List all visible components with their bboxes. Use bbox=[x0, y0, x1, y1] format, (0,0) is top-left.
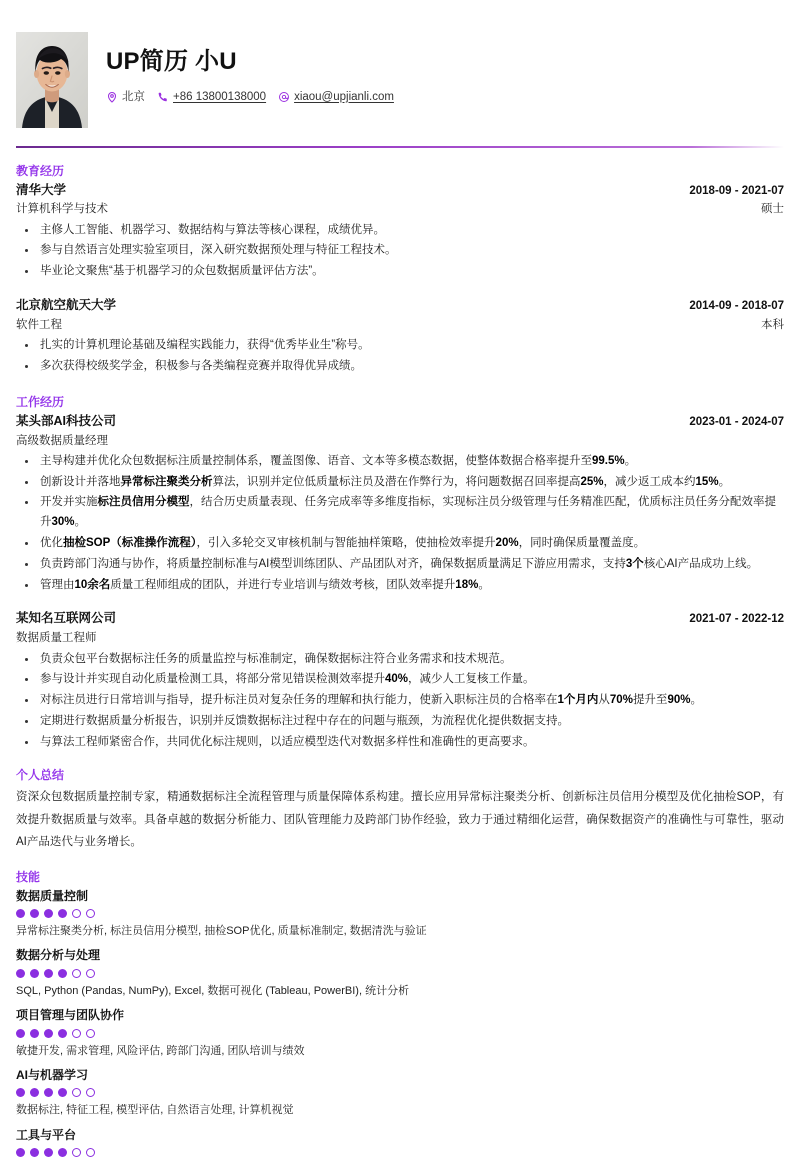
list-item: 参与设计并实现自动化质量检测工具，将部分常见错误检测效率提升40%，减少人工复核工作量。 bbox=[16, 670, 784, 690]
education-degree: 本科 bbox=[761, 318, 784, 331]
skill-tags: 异常标注聚类分析, 标注员信用分模型, 抽检SOP优化, 质量标准制定, 数据清洗与验证 bbox=[16, 924, 427, 937]
education-major: 软件工程 bbox=[16, 318, 62, 331]
skill-dot-empty bbox=[86, 1088, 95, 1097]
section-title-work: 工作经历 bbox=[16, 394, 65, 409]
skill-dot-empty bbox=[86, 1029, 95, 1038]
header-divider bbox=[16, 146, 784, 148]
skill-dot-filled bbox=[44, 1148, 53, 1157]
skill-level-dots bbox=[16, 909, 784, 918]
skill-dot-filled bbox=[44, 909, 53, 918]
skill-dot-filled bbox=[58, 1088, 67, 1097]
skill-level-dots bbox=[16, 969, 784, 978]
skill-level-dots bbox=[16, 1029, 784, 1038]
education-major: 计算机科学与技术 bbox=[16, 203, 108, 216]
list-item: 参与自然语言处理实验室项目，深入研究数据预处理与特征工程技术。 bbox=[16, 241, 784, 261]
skill-name: 工具与平台 bbox=[16, 1128, 77, 1143]
section-education bbox=[16, 162, 784, 377]
location-pin-icon bbox=[106, 91, 118, 103]
work-entry bbox=[16, 412, 784, 596]
contact-location-value: 北京 bbox=[122, 90, 145, 103]
skill-dot-filled bbox=[58, 1148, 67, 1157]
education-entry bbox=[16, 296, 784, 377]
education-bullets bbox=[16, 336, 784, 377]
work-role: 高级数据质量经理 bbox=[16, 434, 108, 447]
skill-block bbox=[16, 1006, 784, 1060]
skill-level-dots bbox=[16, 1148, 784, 1157]
skill-tags: 数据标注, 特征工程, 模型评估, 自然语言处理, 计算机视觉 bbox=[16, 1104, 294, 1117]
list-item: 优化抽检SOP（标准操作流程），引入多轮交叉审核机制与智能抽样策略，使抽检效率提升20%，同时确保质量覆盖度。 bbox=[16, 534, 784, 554]
page-title: UP简历 小U bbox=[106, 48, 237, 75]
skill-tags: SQL, Python (Pandas, NumPy), Excel, 数据可视化 (Tableau, PowerBI), 统计分析 bbox=[16, 984, 410, 997]
education-date: 2014-09 - 2018-07 bbox=[689, 300, 784, 312]
summary-text: 资深众包数据质量控制专家，精通数据标注全流程管理与质量保障体系构建。擅长应用异常标注聚类分析、创新标注员信用分模型及优化抽检SOP，有效提升数据质量与效率。具备卓越的数据分析能力、团队管理能力及跨部门协作经验，致力于通过精细化运营，确保数据资产的准确性与可靠性，驱动AI产品迭代与业务增长。 bbox=[16, 791, 784, 849]
skill-dot-filled bbox=[44, 1088, 53, 1097]
list-item: 定期进行数据质量分析报告，识别并反馈数据标注过程中存在的问题与瓶颈，为流程优化提供数据支持。 bbox=[16, 712, 784, 732]
skill-dot-filled bbox=[30, 909, 39, 918]
work-company: 某头部AI科技公司 bbox=[16, 413, 117, 428]
list-item: 开发并实施标注员信用分模型，结合历史质量表现、任务完成率等多维度指标，实现标注员分级管理与任务精准匹配，优质标注员任务分配效率提升30%。 bbox=[16, 493, 784, 533]
education-date: 2018-09 - 2021-07 bbox=[689, 184, 784, 197]
at-sign-icon bbox=[278, 91, 290, 103]
skill-dot-empty bbox=[86, 969, 95, 978]
skill-dot-empty bbox=[86, 1148, 95, 1157]
list-item: 负责众包平台数据标注任务的质量监控与标准制定，确保数据标注符合业务需求和技术规范。 bbox=[16, 650, 784, 670]
list-item: 对标注员进行日常培训与指导，提升标注员对复杂任务的理解和执行能力，使新入职标注员的合格率在1个月内从70%提升至90%。 bbox=[16, 691, 784, 711]
entry-head bbox=[16, 181, 784, 201]
list-item: 毕业论文聚焦“基于机器学习的众包数据质量评估方法”。 bbox=[16, 262, 784, 282]
education-entry bbox=[16, 181, 784, 283]
section-title-summary: 个人总结 bbox=[16, 768, 65, 783]
skill-dot-filled bbox=[30, 1148, 39, 1157]
skill-level-dots bbox=[16, 1088, 784, 1097]
skill-dot-filled bbox=[16, 969, 25, 978]
skill-dot-filled bbox=[44, 969, 53, 978]
phone-icon bbox=[157, 91, 169, 103]
contact-email-value[interactable]: xiaou@upjianli.com bbox=[294, 90, 394, 103]
skill-dot-filled bbox=[58, 969, 67, 978]
avatar bbox=[16, 32, 88, 128]
skill-dot-filled bbox=[16, 909, 25, 918]
list-item: 主修人工智能、机器学习、数据结构与算法等核心课程，成绩优异。 bbox=[16, 221, 784, 241]
work-company: 某知名互联网公司 bbox=[16, 611, 117, 626]
skill-name: 数据分析与处理 bbox=[16, 948, 101, 963]
section-work bbox=[16, 393, 784, 753]
work-bullets bbox=[16, 452, 784, 595]
skill-block bbox=[16, 946, 784, 1000]
contact-location bbox=[106, 89, 145, 105]
skill-dot-filled bbox=[16, 1088, 25, 1097]
entry-sub bbox=[16, 629, 784, 647]
contact-phone-value[interactable]: +86 13800138000 bbox=[173, 90, 267, 103]
education-org: 北京航空航天大学 bbox=[16, 298, 117, 312]
skill-name: AI与机器学习 bbox=[16, 1068, 89, 1083]
entry-sub bbox=[16, 200, 784, 218]
education-degree: 硕士 bbox=[761, 203, 784, 216]
contact-email[interactable] bbox=[278, 89, 394, 105]
list-item: 管理由10余名质量工程师组成的团队，并进行专业培训与绩效考核，团队效率提升18%。 bbox=[16, 576, 784, 596]
section-skills bbox=[16, 868, 784, 1157]
entry-sub bbox=[16, 316, 784, 334]
entry-head bbox=[16, 412, 784, 432]
entry-head bbox=[16, 609, 784, 629]
list-item: 扎实的计算机理论基础及编程实践能力，获得“优秀毕业生”称号。 bbox=[16, 336, 784, 356]
skill-dot-filled bbox=[44, 1029, 53, 1038]
skill-dot-filled bbox=[58, 909, 67, 918]
section-summary bbox=[16, 766, 784, 853]
entry-head bbox=[16, 296, 784, 316]
skill-dot-empty bbox=[72, 1088, 81, 1097]
skill-tags: 敏捷开发, 需求管理, 风险评估, 跨部门沟通, 团队培训与绩效 bbox=[16, 1044, 305, 1057]
skill-dot-empty bbox=[72, 909, 81, 918]
work-role: 数据质量工程师 bbox=[16, 632, 97, 645]
work-date: 2021-07 - 2022-12 bbox=[689, 613, 784, 626]
entry-sub bbox=[16, 432, 784, 450]
contact-phone[interactable] bbox=[157, 89, 266, 105]
skill-dot-empty bbox=[72, 969, 81, 978]
education-bullets bbox=[16, 221, 784, 282]
work-date: 2023-01 - 2024-07 bbox=[689, 415, 784, 428]
education-org: 清华大学 bbox=[16, 182, 67, 197]
resume-header bbox=[16, 0, 784, 128]
list-item: 多次获得校级奖学金，积极参与各类编程竞赛并取得优异成绩。 bbox=[16, 357, 784, 377]
section-title-skills: 技能 bbox=[16, 869, 41, 884]
skill-dot-empty bbox=[72, 1148, 81, 1157]
list-item: 负责跨部门沟通与协作，将质量控制标准与AI模型训练团队、产品团队对齐，确保数据质量满足下游应用需求，支持3个核心AI产品成功上线。 bbox=[16, 555, 784, 575]
skill-name: 项目管理与团队协作 bbox=[16, 1008, 125, 1023]
list-item: 主导构建并优化众包数据标注质量控制体系，覆盖图像、语音、文本等多模态数据，使整体数据合格率提升至99.5%。 bbox=[16, 452, 784, 472]
skill-dot-filled bbox=[16, 1029, 25, 1038]
skill-dot-filled bbox=[30, 1088, 39, 1097]
work-entry bbox=[16, 609, 784, 752]
skill-dot-empty bbox=[72, 1029, 81, 1038]
contact-row bbox=[106, 89, 784, 105]
skill-dot-filled bbox=[30, 969, 39, 978]
skill-dot-empty bbox=[86, 909, 95, 918]
section-title-education: 教育经历 bbox=[16, 163, 65, 178]
skill-dot-filled bbox=[16, 1148, 25, 1157]
skill-block bbox=[16, 1066, 784, 1120]
skill-dot-filled bbox=[58, 1029, 67, 1038]
skill-block bbox=[16, 1126, 784, 1157]
header-main bbox=[106, 32, 784, 105]
list-item: 创新设计并落地异常标注聚类分析算法，识别并定位低质量标注员及潜在作弊行为，将问题数据召回率提高25%，减少返工成本约15%。 bbox=[16, 473, 784, 493]
skill-name: 数据质量控制 bbox=[16, 888, 89, 903]
list-item: 与算法工程师紧密合作，共同优化标注规则，以适应模型迭代对数据多样性和准确性的更高要求。 bbox=[16, 733, 784, 753]
skill-block bbox=[16, 887, 784, 941]
skill-dot-filled bbox=[30, 1029, 39, 1038]
work-bullets bbox=[16, 650, 784, 753]
